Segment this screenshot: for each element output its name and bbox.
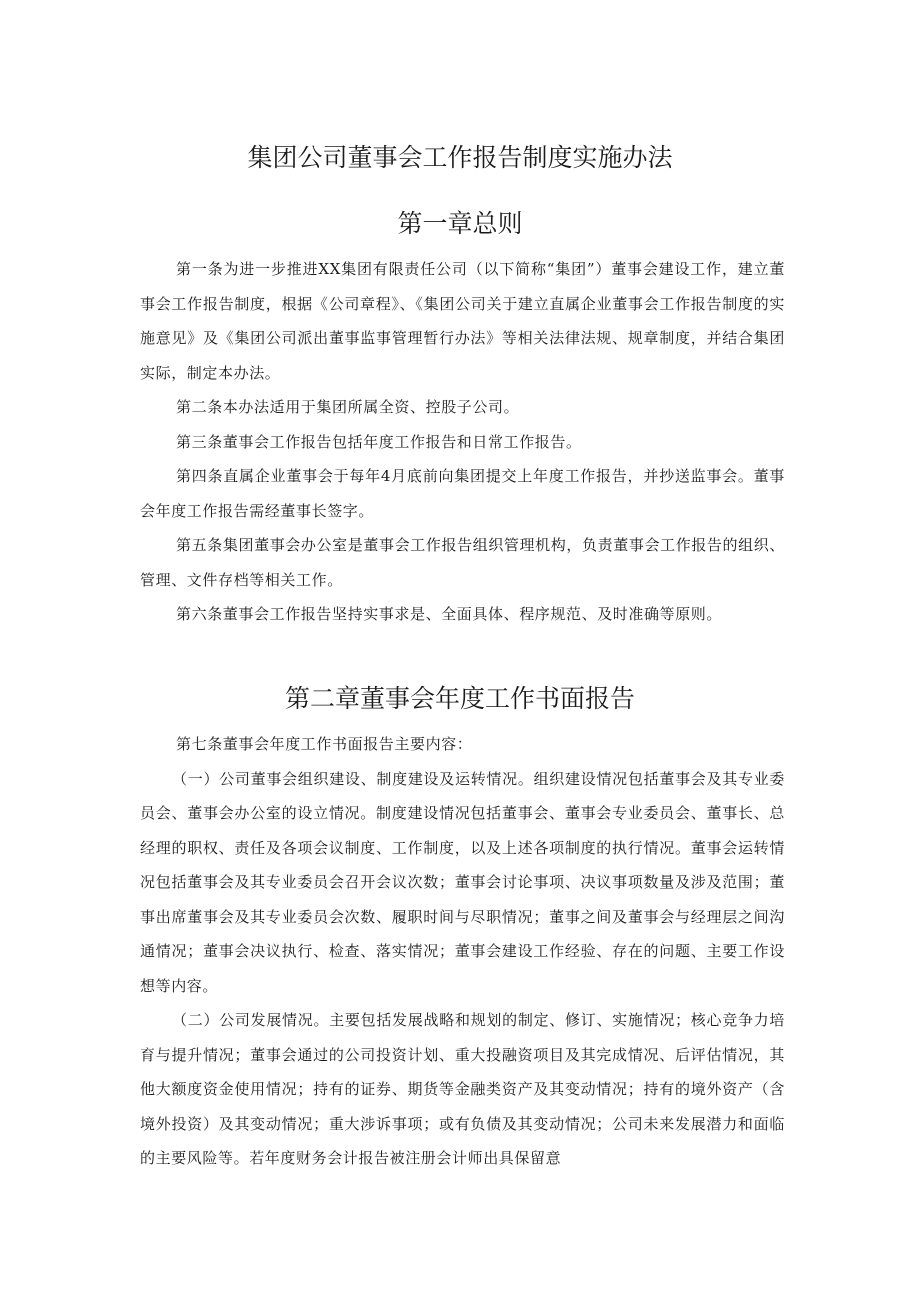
document-title: 集团公司董事会工作报告制度实施办法 (247, 143, 673, 172)
article-2: 第二条本办法适用于集团所属全资、控股子公司。 (176, 398, 520, 416)
article-7: 第七条董事会年度工作书面报告主要内容： (176, 735, 473, 753)
article-3: 第三条董事会工作报告包括年度工作报告和日常工作报告。 (176, 432, 582, 451)
article-5: 第五条集团董事会办公室是董事会工作报告组织管理机构，负责董事会工作报告的组织、管理、文件存档等相关工作。 (140, 536, 785, 589)
chapter-1-title: 第一章总则 (397, 209, 523, 238)
chapter-2-title: 第二章董事会年度工作书面报告 (284, 684, 635, 713)
chapter-2-body (140, 727, 785, 1176)
article-7-item-1: （一）公司董事会组织建设、制度建设及运转情况。组织建设情况包括董事会及其专业委员会、董事会办公室的设立情况。制度建设情况包括董事会、董事会专业委员会、董事长、总经理的职权、责任及各项会议制度、工作制度，以及上述各项制度的执行情况。董事会运转情况包括董事会及其专业委员会召开会议次数；董事会讨论事项、决议事项数量及涉及范围；董事出席董事会及其专业委员会次数、履职时间与尽职情况；董事之间及董事会与经理层之间沟通情况；董事会决议执行、检查、落实情况；董事会建设工作经验、存在的问题、主要工作设想等内容。 (140, 769, 785, 995)
article-4: 第四条直属企业董事会于每年4月底前向集团提交上年度工作报告，并抄送监事会。董事会年度工作报告需经董事长签字。 (140, 467, 785, 520)
article-1: 第一条为进一步推进XX集团有限责任公司（以下简称“集团”）董事会建设工作，建立董事会工作报告制度，根据《公司章程》、《集团公司关于建立直属企业董事会工作报告制度的实施意见》及《集团公司派出董事监事管理暂行办法》等相关法律法规、规章制度，并结合集团实际，制定本办法。 (140, 260, 785, 382)
article-6: 第六条董事会工作报告坚持实事求是、全面具体、程序规范、及时准确等原则。 (176, 605, 723, 623)
article-7-item-2: （二）公司发展情况。主要包括发展战略和规划的制定、修订、实施情况；核心竞争力培育与提升情况；董事会通过的公司投资计划、重大投融资项目及其完成情况、后评估情况，其他大额度资金使用情况；持有的证券、期货等金融类资产及其变动情况；持有的境外资产（含境外投资）及其变动情况；重大涉诉事项；或有负债及其变动情况；公司未来发展潜力和面临的主要风险等。若年度财务会计报告被注册会计师出具保留意 (140, 1011, 785, 1167)
chapter-1-body (140, 252, 785, 632)
